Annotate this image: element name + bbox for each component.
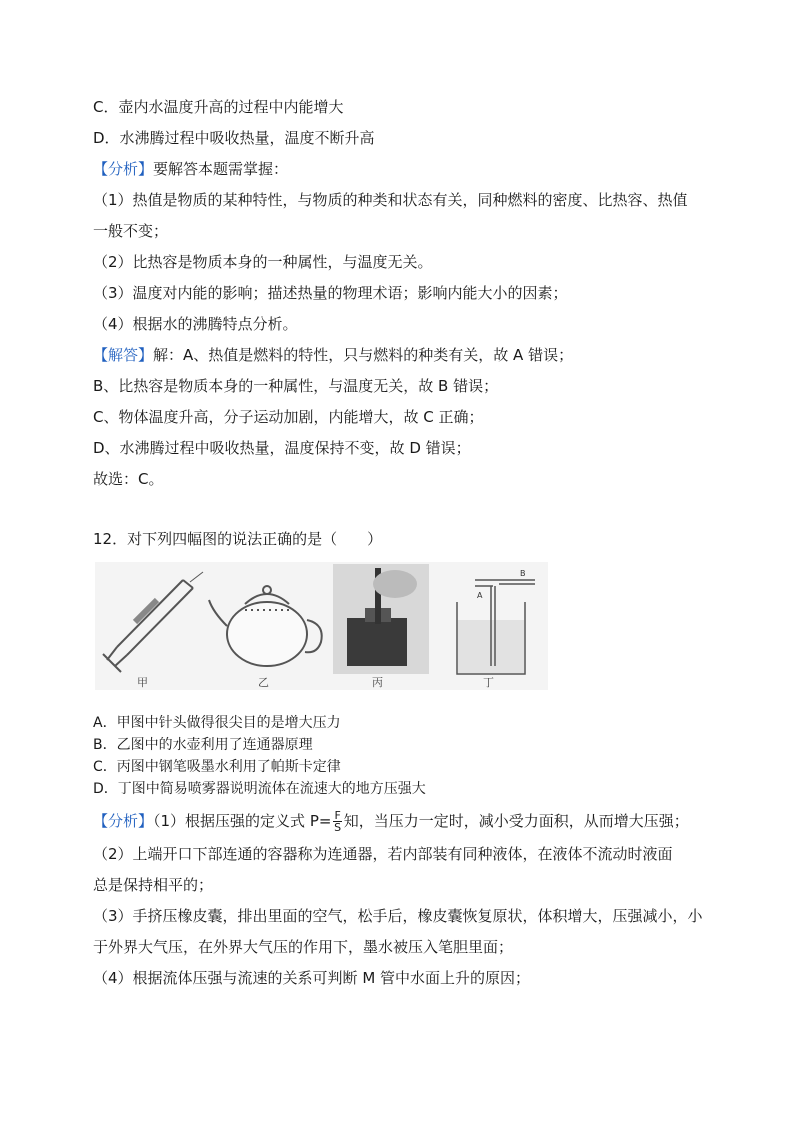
formula-denominator: S	[334, 821, 342, 834]
q12-analysis-line	[93, 810, 689, 833]
q12-point-2b: 总是保持相平的；	[93, 876, 214, 894]
point-1a: （1）热值是物质的某种特性，与物质的种类和状态有关，同种燃料的密度、比热容、热值	[93, 191, 688, 209]
analysis-tag: 【分析】	[93, 160, 154, 178]
formula-numerator: F	[334, 809, 341, 822]
mark-b: B	[520, 569, 526, 578]
answer-tag: 【解答】	[93, 346, 154, 364]
analysis-line	[93, 159, 288, 179]
q12-analysis-tag: 【分析】	[93, 812, 154, 830]
answer-c: C、物体温度升高，分子运动加剧，内能增大，故 C 正确；	[93, 408, 484, 426]
q12-option-b: B．乙图中的水壶利用了连通器原理	[93, 737, 313, 753]
pressure-formula	[333, 810, 341, 833]
pen-ink-figure	[333, 564, 429, 674]
answer-line	[93, 345, 573, 365]
mark-a: A	[477, 591, 483, 600]
answer-a: 解：A、热值是燃料的特性，只与燃料的种类有关，故 A 错误；	[153, 346, 574, 364]
q12-option-a: A．甲图中针头做得很尖目的是增大压力	[93, 715, 341, 731]
point-4: （4）根据水的沸腾特点分析。	[93, 315, 298, 333]
q12-point-2a: （2）上端开口下部连通的容器称为连通器，若内部装有同种液体，在液体不流动时液面	[93, 845, 673, 863]
label-ding: 丁	[483, 676, 494, 689]
label-jia: 甲	[137, 676, 148, 689]
analysis-intro: 要解答本题需掌握：	[153, 160, 289, 178]
choice-line: 故选：C。	[93, 470, 164, 488]
q12-point-1-after: 知，当压力一定时，减小受力面积，从而增大压强；	[343, 812, 689, 830]
q12-option-c: C．丙图中钢笔吸墨水利用了帕斯卡定律	[93, 759, 341, 775]
q12-point-3b: 于外界大气压，在外界大气压的作用下，墨水被压入笔胆里面；	[93, 938, 514, 956]
label-bing: 丙	[372, 676, 383, 689]
answer-d: D、水沸腾过程中吸收热量，温度保持不变，故 D 错误；	[93, 439, 471, 457]
q12-point-1-before: （1）根据压强的定义式 P=	[153, 812, 332, 830]
q12-point-4: （4）根据流体压强与流速的关系可判断 M 管中水面上升的原因；	[93, 969, 531, 987]
answer-b: B、比热容是物质本身的一种属性，与温度无关，故 B 错误；	[93, 377, 499, 395]
point-1b: 一般不变；	[93, 222, 169, 240]
q12-point-3a: （3）手挤压橡皮囊，排出里面的空气，松手后，橡皮囊恢复原状，体积增大，压强减小，小	[93, 907, 703, 925]
four-figures-image	[95, 562, 548, 690]
question-12-stem: 12．对下列四幅图的说法正确的是（ ）	[93, 530, 383, 548]
q12-option-d: D．丁图中简易喷雾器说明流体在流速大的地方压强大	[93, 781, 426, 797]
label-yi: 乙	[258, 676, 269, 689]
option-d: D．水沸腾过程中吸收热量，温度不断升高	[93, 129, 375, 147]
option-c: C．壶内水温度升高的过程中内能增大	[93, 98, 344, 116]
point-2: （2）比热容是物质本身的一种属性，与温度无关。	[93, 253, 433, 271]
point-3: （3）温度对内能的影响；描述热量的物理术语；影响内能大小的因素；	[93, 284, 568, 302]
